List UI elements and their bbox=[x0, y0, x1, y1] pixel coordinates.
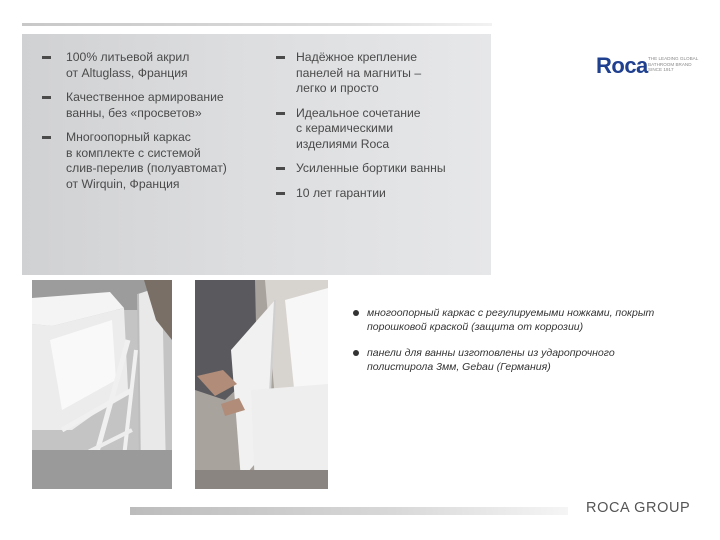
feature-line: слив-перелив (полуавтомат) bbox=[66, 161, 227, 175]
note-line: многоопорный каркас с регулируемыми ножками, покрыт bbox=[367, 307, 655, 319]
feature-line: изделиями Roca bbox=[296, 136, 390, 151]
panel-installation-photo bbox=[195, 280, 328, 489]
feature-bullet bbox=[42, 130, 257, 192]
dash-icon bbox=[276, 56, 285, 59]
roca-group-label: ROCA GROUP bbox=[586, 500, 691, 516]
feature-line: 10 лет гарантии bbox=[296, 185, 386, 200]
feature-line: с керамическими bbox=[296, 121, 394, 135]
bottom-decorative-strip bbox=[130, 507, 568, 515]
features-left-column bbox=[42, 50, 257, 201]
feature-line: от Altuglass, Франция bbox=[66, 65, 188, 80]
feature-line: Усиленные бортики ванны bbox=[296, 161, 446, 175]
dash-icon bbox=[42, 96, 51, 99]
top-decorative-strip bbox=[22, 23, 492, 26]
notes-list bbox=[353, 306, 703, 386]
features-panel bbox=[22, 34, 491, 275]
dash-icon bbox=[276, 192, 285, 195]
feature-line: Идеальное сочетание bbox=[296, 105, 421, 120]
feature-line: легко и просто bbox=[296, 81, 379, 95]
dash-icon bbox=[42, 56, 51, 59]
feature-line: 100% литьевой акрил bbox=[66, 50, 190, 64]
bathtub-frame-photo bbox=[32, 280, 172, 489]
feature-line: панелей на магниты – bbox=[296, 65, 422, 80]
feature-bullet bbox=[272, 186, 487, 202]
feature-line: Надёжное крепление bbox=[296, 50, 417, 64]
logo-tagline-line: THE LEADING GLOBAL bbox=[648, 56, 699, 61]
roca-logo bbox=[596, 54, 706, 78]
feature-bullet bbox=[272, 50, 487, 97]
logo-tagline bbox=[648, 56, 708, 73]
feature-bullet bbox=[42, 50, 257, 81]
bullet-dot-icon bbox=[353, 310, 359, 316]
dash-icon bbox=[42, 136, 51, 139]
features-right-column bbox=[272, 50, 487, 210]
feature-line: от Wirquin, Франция bbox=[66, 176, 180, 191]
dash-icon bbox=[276, 112, 285, 115]
note-line: панели для ванны изготовлены из ударопрочного bbox=[367, 347, 615, 359]
feature-line: ванны, без «просветов» bbox=[66, 105, 202, 120]
note-item bbox=[353, 346, 703, 374]
feature-line: Качественное армирование bbox=[66, 90, 224, 104]
feature-line: Многоопорный каркас bbox=[66, 130, 191, 144]
feature-bullet bbox=[272, 106, 487, 153]
note-item bbox=[353, 306, 703, 334]
logo-tagline-line: BATHROOM BRAND bbox=[648, 61, 692, 67]
bullet-dot-icon bbox=[353, 350, 359, 356]
feature-line: в комплекте с системой bbox=[66, 145, 201, 160]
note-line: полистирола 3мм, Gebau (Германия) bbox=[367, 361, 551, 373]
dash-icon bbox=[276, 167, 285, 170]
feature-bullet bbox=[272, 161, 487, 177]
logo-wordmark: Roca bbox=[596, 53, 648, 78]
logo-tagline-line: SINCE 1917 bbox=[648, 67, 674, 72]
note-line: порошковой краской (защита от коррозии) bbox=[367, 321, 584, 333]
feature-bullet bbox=[42, 90, 257, 121]
